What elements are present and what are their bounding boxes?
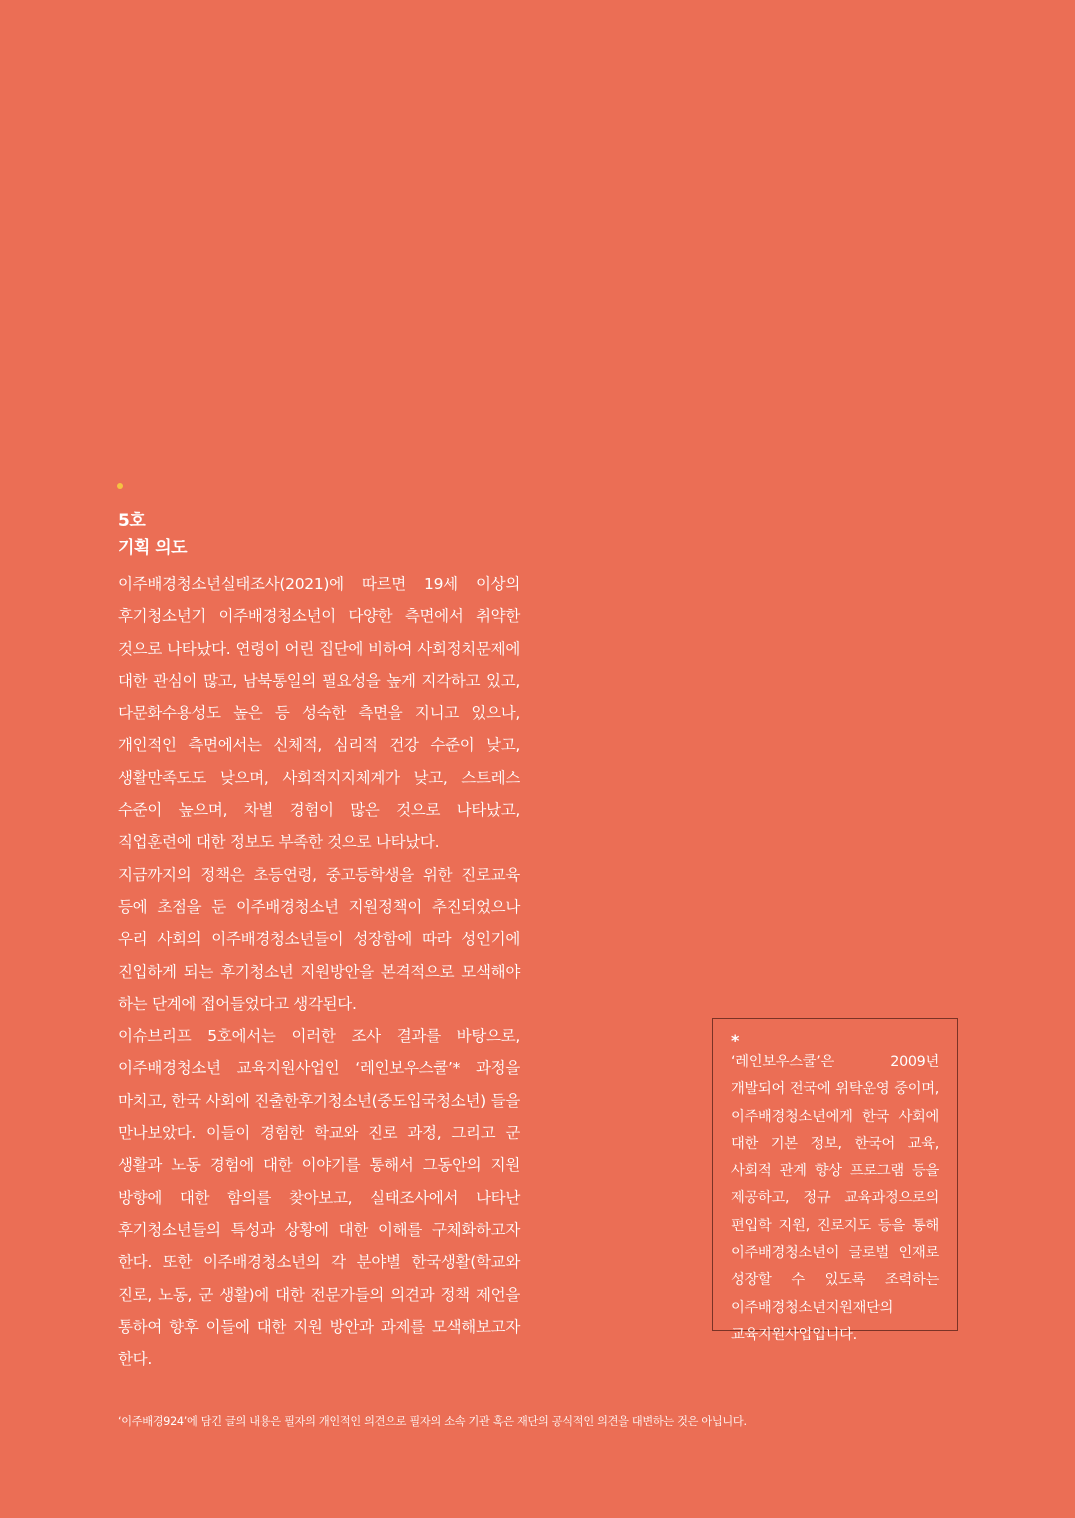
issue-number: 5호 bbox=[118, 511, 146, 531]
body-paragraph: 이슈브리프 5호에서는 이러한 조사 결과를 바탕으로, 이주배경청소년 교육지원사업인 ‘레인보우스쿨’* 과정을 마치고, 한국 사회에 진출한후기청소년(중도입국청소년) 들을 만나보았다. 이들이 경험한 학교와 진로 과정, 그리고 군 생활과 노동 경험에 대한 이야기를 통해서 그동안의 지원 방향에 대한 함의를 찾아보고, 실태조사에서 나타난 후기청소년들의 특성과 상황에 대한 이해를 구체화하고자 한다. 또한 이주배경청소년의 각 분야별 한국생활(학교와 진로, 노동, 군 생활)에 대한 전문가들의 의견과 정책 제언을 통하여 향후 이들에 대한 지원 방안과 과제를 모색해보고자 한다. bbox=[118, 1027, 520, 1369]
disclaimer: ‘이주배경924’에 담긴 글의 내용은 필자의 개인적인 의견으로 필자의 소속 기관 혹은 재단의 공식적인 의견을 대변하는 것은 아닙니다. bbox=[118, 1415, 747, 1428]
section-title: 기획 의도 bbox=[118, 538, 188, 558]
body-text bbox=[118, 568, 520, 1375]
accent-dot bbox=[117, 483, 123, 489]
footnote-text: ‘레인보우스쿨’은 2009년 개발되어 전국에 위탁운영 중이며, 이주배경청소년에게 한국 사회에 대한 기본 정보, 한국어 교육, 사회적 관계 향상 프로그램 등을 제공하고, 정규 교육과정으로의 편입학 지원, 진로지도 등을 통해 이주배경청소년이 글로벌 인재로 성장할 수 있도록 조력하는 이주배경청소년지원재단의 교육지원사업입니다. bbox=[731, 1054, 939, 1343]
body-paragraph: 이주배경청소년실태조사(2021)에 따르면 19세 이상의 후기청소년기 이주배경청소년이 다양한 측면에서 취약한 것으로 나타났다. 연령이 어린 집단에 비하여 사회정치문제에 대한 관심이 많고, 남북통일의 필요성을 높게 지각하고 있고, 다문화수용성도 높은 등 성숙한 측면을 지니고 있으나, 개인적인 측면에서는 신체적, 심리적 건강 수준이 낮고, 생활만족도도 낮으며, 사회적지지체계가 낮고, 스트레스 수준이 높으며, 차별 경험이 많은 것으로 나타났고, 직업훈련에 대한 정보도 부족한 것으로 나타났다. bbox=[118, 575, 520, 852]
footnote-mark: * bbox=[731, 1031, 740, 1050]
body-paragraph: 지금까지의 정책은 초등연령, 중고등학생을 위한 진로교육 등에 초점을 둔 이주배경청소년 지원정책이 추진되었으나 우리 사회의 이주배경청소년들이 성장함에 따라 성인기에 진입하게 되는 후기청소년 지원방안을 본격적으로 모색해야 하는 단계에 접어들었다고 생각된다. bbox=[118, 865, 520, 1013]
footnote-box bbox=[712, 1018, 958, 1343]
